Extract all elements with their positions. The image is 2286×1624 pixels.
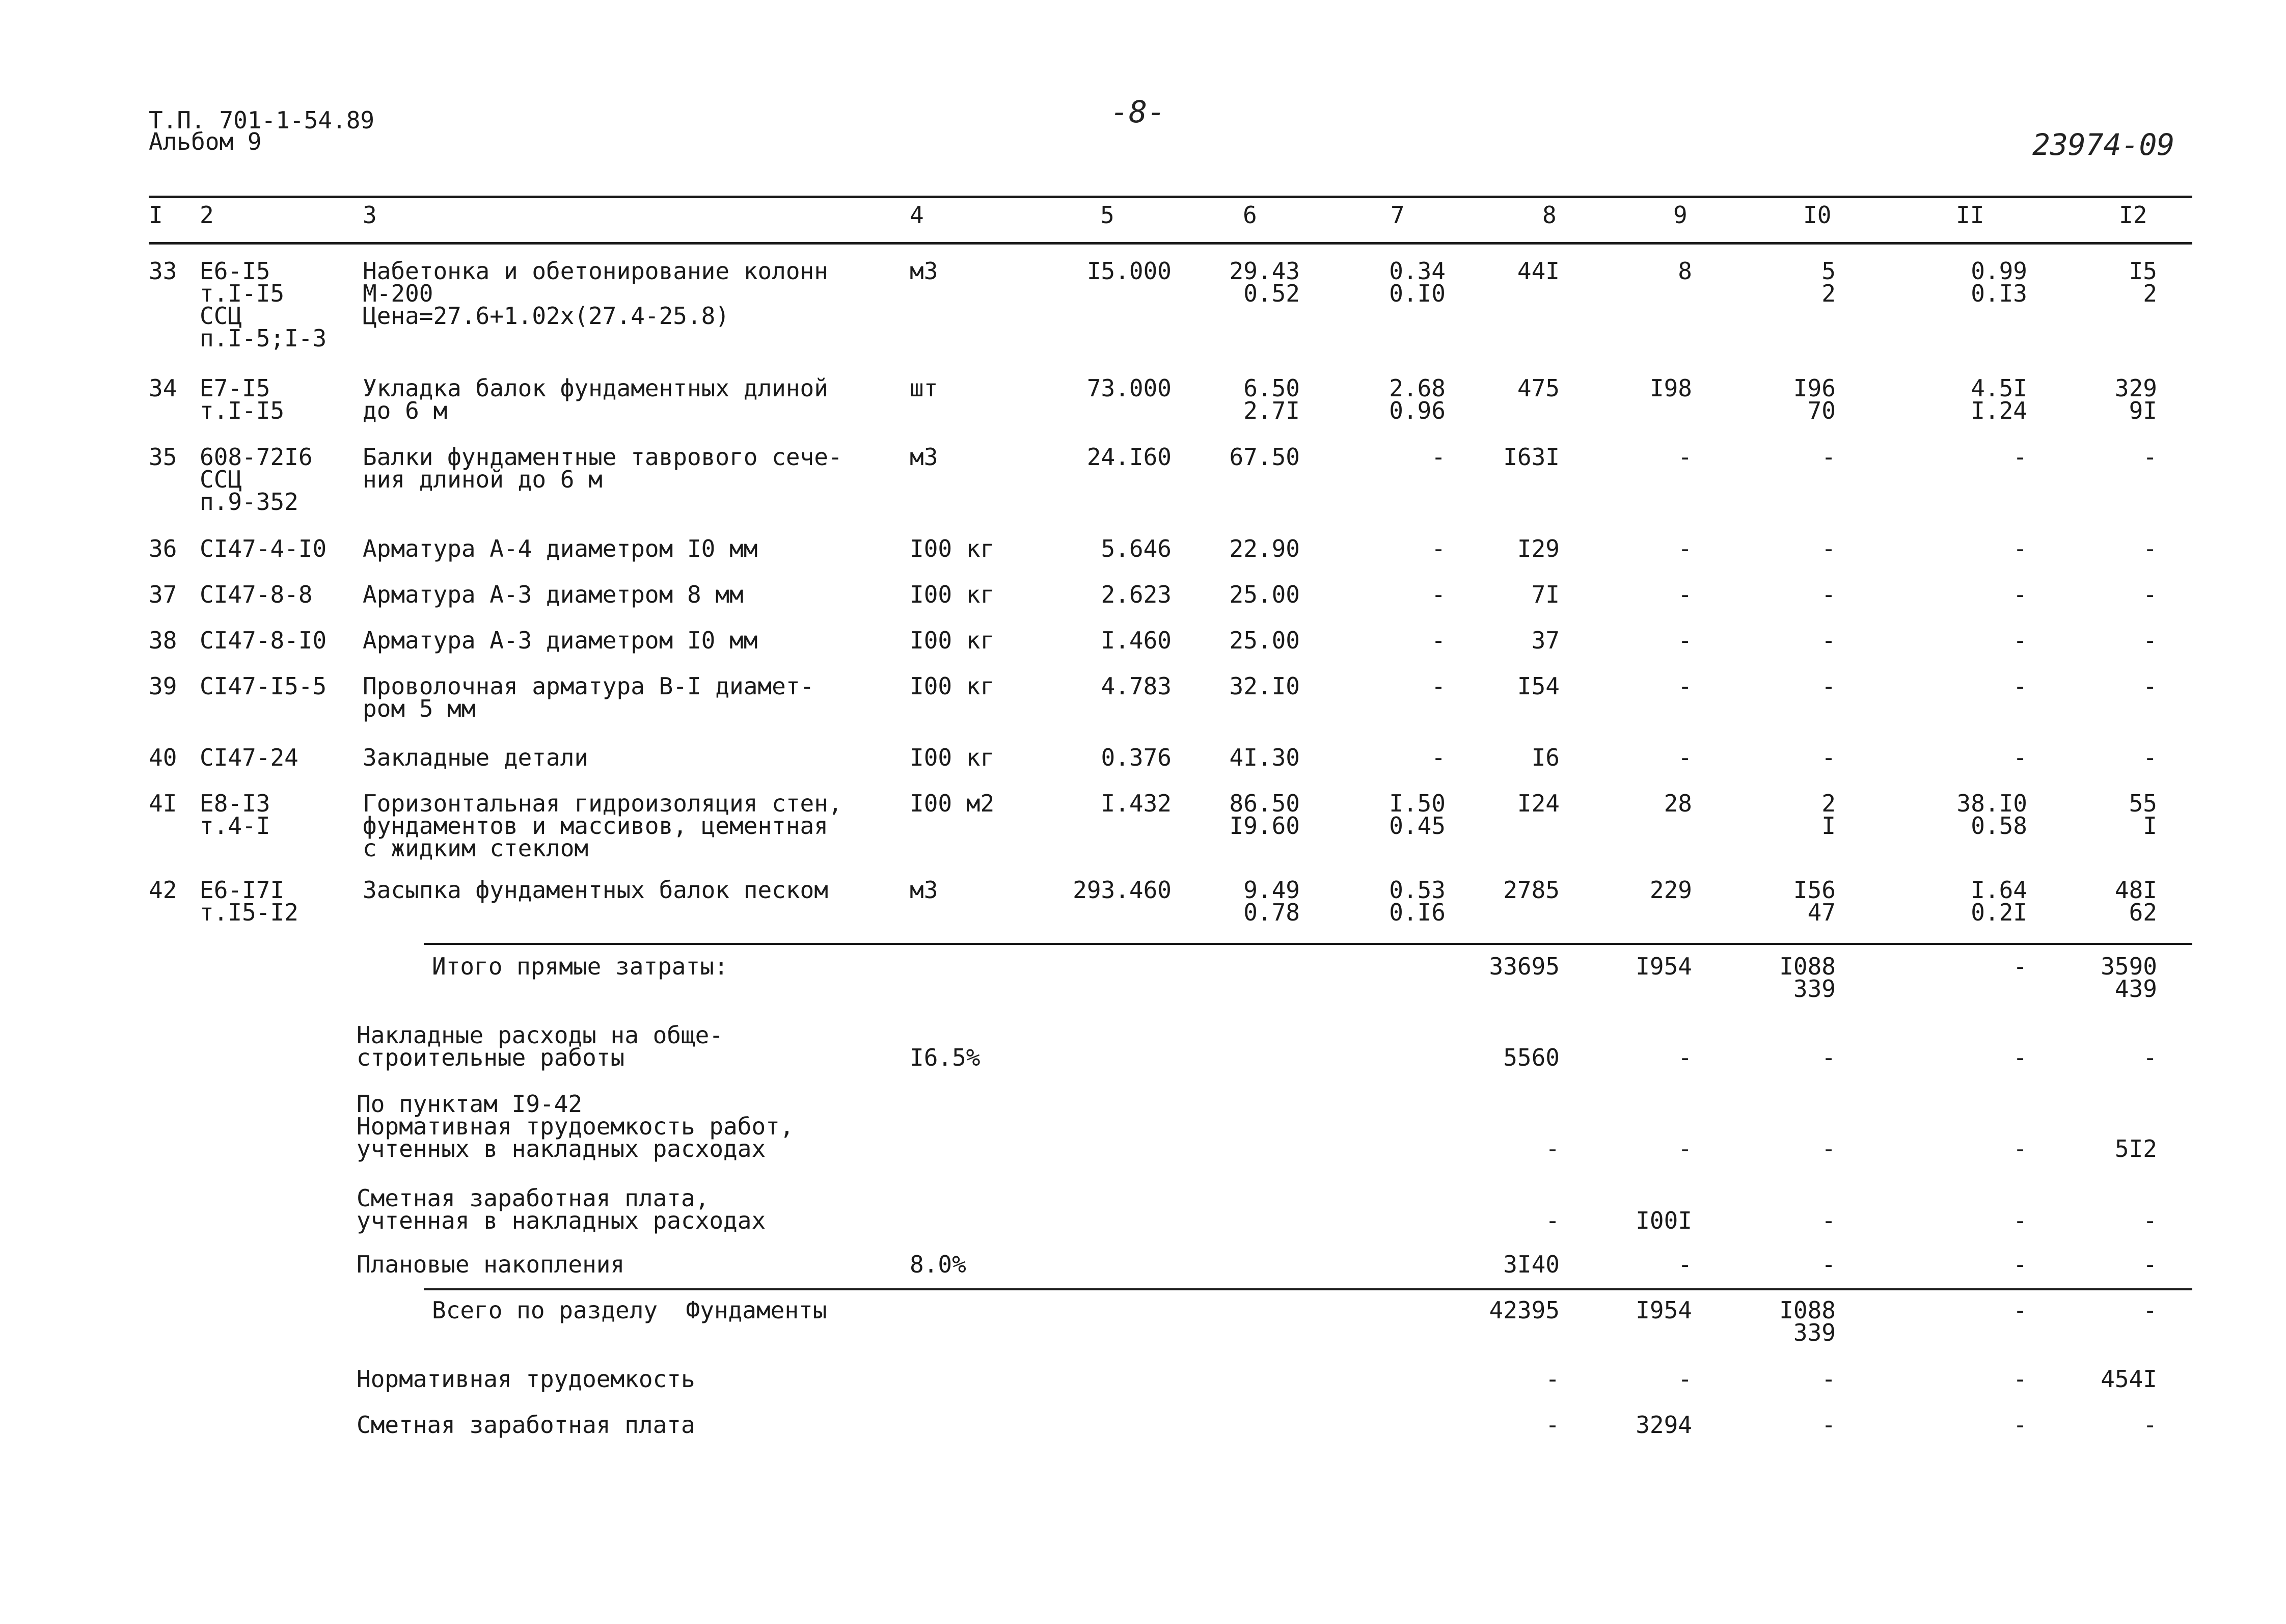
- summary-rate: 8.0%: [910, 1251, 966, 1278]
- summary-label: Накладные расходы на обще-: [357, 1021, 724, 1049]
- row-c12: I: [2143, 812, 2157, 840]
- row-quantity: I.460: [1101, 627, 1172, 654]
- row-c6: I9.60: [1229, 812, 1300, 840]
- row-c11: 4.5I: [1971, 374, 2027, 402]
- summary-c12: 454I: [2101, 1365, 2157, 1393]
- summary-c8: 5560: [1503, 1044, 1560, 1071]
- row-c7: 2.68: [1389, 374, 1446, 402]
- table-top-rule: [149, 196, 2192, 198]
- row-c11: 0.2I: [1971, 899, 2027, 926]
- row-c7: 0.I0: [1389, 280, 1446, 307]
- row-c8: 2785: [1503, 876, 1560, 904]
- row-c11: -: [2013, 627, 2027, 654]
- summary-c8: 33695: [1489, 953, 1560, 980]
- column-number: 6: [1243, 201, 1257, 229]
- row-unit: I00 кг: [910, 744, 995, 771]
- row-c11: -: [2013, 535, 2027, 562]
- row-c7: 0.34: [1389, 257, 1446, 285]
- row-c6: 22.90: [1229, 535, 1300, 562]
- row-unit: м3: [910, 257, 938, 285]
- row-c6: 67.50: [1229, 443, 1300, 471]
- row-c9: I98: [1649, 374, 1692, 402]
- row-c11: -: [2013, 744, 2027, 771]
- row-c10: -: [1821, 744, 1836, 771]
- summary-label: Нормативная трудоемкость работ,: [357, 1113, 794, 1140]
- row-code: ССЦ: [200, 302, 242, 330]
- row-c9: -: [1678, 627, 1692, 654]
- row-c8: 37: [1531, 627, 1560, 654]
- column-number: 4: [910, 201, 924, 229]
- row-c7: -: [1431, 443, 1446, 471]
- row-c10: I96: [1793, 374, 1836, 402]
- row-number: 4I: [149, 790, 177, 817]
- row-description: Цена=27.6+1.02х(27.4-25.8): [363, 302, 730, 330]
- direct-costs-rule: [424, 943, 2192, 945]
- page-number: -8-: [1110, 94, 1166, 130]
- summary-c12: -: [2143, 1207, 2157, 1234]
- row-c10: -: [1821, 672, 1836, 700]
- summary-c10: -: [1821, 1251, 1836, 1278]
- row-quantity: 5.646: [1101, 535, 1172, 562]
- row-description: Арматура А-4 диаметром I0 мм: [363, 535, 758, 562]
- row-c11: -: [2013, 443, 2027, 471]
- summary-c10: 339: [1793, 975, 1836, 1003]
- row-c9: -: [1678, 443, 1692, 471]
- row-description: ром 5 мм: [363, 695, 476, 722]
- row-c9: -: [1678, 672, 1692, 700]
- row-c6: 86.50: [1229, 790, 1300, 817]
- row-description: М-200: [363, 280, 433, 307]
- row-unit: I00 кг: [910, 581, 995, 608]
- row-number: 36: [149, 535, 177, 562]
- summary-c8: 3I40: [1503, 1251, 1560, 1278]
- row-c12: 48I: [2114, 876, 2157, 904]
- summary-label: строительные работы: [357, 1044, 625, 1071]
- row-c12: 62: [2129, 899, 2157, 926]
- row-number: 40: [149, 744, 177, 771]
- row-c7: 0.45: [1389, 812, 1446, 840]
- row-quantity: 293.460: [1073, 876, 1172, 904]
- summary-c8: -: [1545, 1365, 1560, 1393]
- row-unit: I00 кг: [910, 535, 995, 562]
- row-c8: I6: [1531, 744, 1560, 771]
- row-c8: I54: [1517, 672, 1560, 700]
- summary-c12: 5I2: [2114, 1135, 2157, 1162]
- row-c10: I: [1821, 812, 1836, 840]
- row-c10: 47: [1807, 899, 1836, 926]
- row-c12: 2: [2143, 280, 2157, 307]
- column-number: I2: [2119, 201, 2147, 229]
- summary-c9: 3294: [1636, 1411, 1692, 1439]
- summary-c11: -: [2013, 1251, 2027, 1278]
- summary-c9: I954: [1636, 1296, 1692, 1324]
- column-number: II: [1956, 201, 1984, 229]
- row-code: т.4-I: [200, 812, 270, 840]
- row-description: до 6 м: [363, 397, 448, 424]
- row-c8: 7I: [1531, 581, 1560, 608]
- row-number: 38: [149, 627, 177, 654]
- row-c7: 0.I6: [1389, 899, 1446, 926]
- row-unit: I00 кг: [910, 672, 995, 700]
- row-code: ССЦ: [200, 466, 242, 493]
- row-code: СI47-4-I0: [200, 535, 327, 562]
- summary-c11: -: [2013, 1365, 2027, 1393]
- row-c8: I24: [1517, 790, 1560, 817]
- row-c10: I56: [1793, 876, 1836, 904]
- summary-c10: -: [1821, 1365, 1836, 1393]
- row-quantity: 2.623: [1101, 581, 1172, 608]
- row-quantity: 4.783: [1101, 672, 1172, 700]
- column-header-rule: [149, 242, 2192, 245]
- row-c10: -: [1821, 581, 1836, 608]
- album-label: Альбом 9: [149, 128, 262, 155]
- summary-label: Плановые накопления: [357, 1251, 625, 1278]
- summary-c10: I088: [1779, 1296, 1836, 1324]
- row-code: п.9-352: [200, 488, 298, 516]
- row-quantity: 0.376: [1101, 744, 1172, 771]
- column-number: 5: [1100, 201, 1114, 229]
- summary-label: учтенных в накладных расходах: [357, 1135, 766, 1162]
- summary-c9: -: [1678, 1365, 1692, 1393]
- summary-c12: -: [2143, 1251, 2157, 1278]
- summary-label: Итого прямые затраты:: [432, 953, 728, 980]
- summary-c9: I954: [1636, 953, 1692, 980]
- row-unit: шт: [910, 374, 938, 402]
- column-number: I0: [1803, 201, 1832, 229]
- summary-label: учтенная в накладных расходах: [357, 1207, 766, 1234]
- column-number: 3: [363, 201, 377, 229]
- row-c9: -: [1678, 535, 1692, 562]
- row-c7: 0.53: [1389, 876, 1446, 904]
- row-code: т.I-I5: [200, 397, 285, 424]
- row-number: 34: [149, 374, 177, 402]
- summary-c9: I00I: [1636, 1207, 1692, 1234]
- row-number: 37: [149, 581, 177, 608]
- summary-c11: -: [2013, 1135, 2027, 1162]
- row-c10: -: [1821, 443, 1836, 471]
- row-code: 608-72I6: [200, 443, 313, 471]
- row-c7: I.50: [1389, 790, 1446, 817]
- summary-c9: -: [1678, 1251, 1692, 1278]
- summary-c10: -: [1821, 1207, 1836, 1234]
- row-c10: -: [1821, 535, 1836, 562]
- row-c12: -: [2143, 443, 2157, 471]
- row-number: 35: [149, 443, 177, 471]
- row-c6: 25.00: [1229, 581, 1300, 608]
- summary-label: Всего по разделу Фундаменты: [432, 1296, 827, 1324]
- row-code: СI47-24: [200, 744, 298, 771]
- row-description: Арматура А-3 диаметром 8 мм: [363, 581, 744, 608]
- row-c8: I29: [1517, 535, 1560, 562]
- row-c9: -: [1678, 744, 1692, 771]
- row-c7: -: [1431, 627, 1446, 654]
- column-number: 2: [200, 201, 214, 229]
- row-c6: 6.50: [1243, 374, 1300, 402]
- row-quantity: I.432: [1101, 790, 1172, 817]
- row-number: 33: [149, 257, 177, 285]
- row-c9: 8: [1678, 257, 1692, 285]
- summary-c10: 339: [1793, 1319, 1836, 1346]
- row-c10: 2: [1821, 790, 1836, 817]
- summary-label: По пунктам I9-42: [357, 1090, 583, 1118]
- row-c11: 0.I3: [1971, 280, 2027, 307]
- row-c6: 25.00: [1229, 627, 1300, 654]
- row-code: п.I-5;I-3: [200, 324, 327, 352]
- row-c11: 0.58: [1971, 812, 2027, 840]
- row-code: СI47-8-I0: [200, 627, 327, 654]
- summary-c8: -: [1545, 1207, 1560, 1234]
- row-unit: I00 кг: [910, 627, 995, 654]
- row-c9: 28: [1664, 790, 1692, 817]
- summary-c9: -: [1678, 1135, 1692, 1162]
- row-c11: 0.99: [1971, 257, 2027, 285]
- summary-c11: -: [2013, 1044, 2027, 1071]
- row-description: Арматура А-3 диаметром I0 мм: [363, 627, 758, 654]
- row-c6: 9.49: [1243, 876, 1300, 904]
- summary-c10: -: [1821, 1135, 1836, 1162]
- row-unit: м3: [910, 443, 938, 471]
- row-c7: -: [1431, 744, 1446, 771]
- summary-label: Нормативная трудоемкость: [357, 1365, 695, 1393]
- row-c11: I.24: [1971, 397, 2027, 424]
- row-description: Набетонка и обетонирование колонн: [363, 257, 828, 285]
- row-description: с жидким стеклом: [363, 834, 589, 862]
- row-c12: -: [2143, 581, 2157, 608]
- summary-c10: -: [1821, 1044, 1836, 1071]
- row-description: Балки фундаментные таврового сече-: [363, 443, 842, 471]
- summary-c8: -: [1545, 1135, 1560, 1162]
- summary-c11: -: [2013, 1207, 2027, 1234]
- row-c8: 44I: [1517, 257, 1560, 285]
- row-c7: -: [1431, 535, 1446, 562]
- row-c12: -: [2143, 672, 2157, 700]
- row-code: СI47-I5-5: [200, 672, 327, 700]
- summary-c12: 3590: [2101, 953, 2157, 980]
- summary-label: Сметная заработная плата,: [357, 1184, 710, 1212]
- row-c11: -: [2013, 672, 2027, 700]
- row-description: Проволочная арматура В-I диамет-: [363, 672, 814, 700]
- row-unit: м3: [910, 876, 938, 904]
- row-c10: 70: [1807, 397, 1836, 424]
- row-c12: 55: [2129, 790, 2157, 817]
- row-c10: 2: [1821, 280, 1836, 307]
- row-description: Укладка балок фундаментных длиной: [363, 374, 828, 402]
- row-c8: 475: [1517, 374, 1560, 402]
- row-c11: -: [2013, 581, 2027, 608]
- row-quantity: I5.000: [1086, 257, 1172, 285]
- row-c7: -: [1431, 672, 1446, 700]
- summary-c12: 439: [2114, 975, 2157, 1003]
- row-code: т.I5-I2: [200, 899, 298, 926]
- row-c12: 9I: [2129, 397, 2157, 424]
- column-number: I: [149, 201, 163, 229]
- column-number: 9: [1673, 201, 1688, 229]
- row-c9: 229: [1649, 876, 1692, 904]
- summary-c9: -: [1678, 1044, 1692, 1071]
- row-number: 42: [149, 876, 177, 904]
- summary-c10: I088: [1779, 953, 1836, 980]
- row-c6: 0.78: [1243, 899, 1300, 926]
- row-description: Горизонтальная гидроизоляция стен,: [363, 790, 842, 817]
- row-c6: 32.I0: [1229, 672, 1300, 700]
- summary-c12: -: [2143, 1044, 2157, 1071]
- row-quantity: 24.I60: [1086, 443, 1172, 471]
- row-unit: I00 м2: [910, 790, 995, 817]
- doc-reference: Т.П. 701-1-54.89: [149, 106, 375, 134]
- summary-c11: -: [2013, 1296, 2027, 1324]
- summary-c10: -: [1821, 1411, 1836, 1439]
- row-code: СI47-8-8: [200, 581, 313, 608]
- row-c6: 4I.30: [1229, 744, 1300, 771]
- row-code: т.I-I5: [200, 280, 285, 307]
- row-c6: 29.43: [1229, 257, 1300, 285]
- row-c12: -: [2143, 744, 2157, 771]
- row-c12: 329: [2114, 374, 2157, 402]
- section-total-rule: [424, 1288, 2192, 1290]
- row-description: фундаментов и массивов, цементная: [363, 812, 828, 840]
- row-code: Е8-I3: [200, 790, 270, 817]
- summary-rate: I6.5%: [910, 1044, 981, 1071]
- row-c10: 5: [1821, 257, 1836, 285]
- row-c12: -: [2143, 535, 2157, 562]
- summary-c11: -: [2013, 953, 2027, 980]
- row-c6: 0.52: [1243, 280, 1300, 307]
- summary-label: Сметная заработная плата: [357, 1411, 695, 1439]
- column-number: 8: [1542, 201, 1557, 229]
- row-c11: I.64: [1971, 876, 2027, 904]
- summary-c11: -: [2013, 1411, 2027, 1439]
- summary-c12: -: [2143, 1296, 2157, 1324]
- row-description: Закладные детали: [363, 744, 589, 771]
- row-code: Е6-I5: [200, 257, 270, 285]
- row-quantity: 73.000: [1086, 374, 1172, 402]
- summary-c8: -: [1545, 1411, 1560, 1439]
- row-c6: 2.7I: [1243, 397, 1300, 424]
- row-c11: 38.I0: [1956, 790, 2027, 817]
- archive-stamp: 23974-09: [2032, 127, 2175, 162]
- row-c10: -: [1821, 627, 1836, 654]
- row-c8: I63I: [1503, 443, 1560, 471]
- summary-c8: 42395: [1489, 1296, 1560, 1324]
- row-description: Засыпка фундаментных балок песком: [363, 876, 828, 904]
- row-c7: -: [1431, 581, 1446, 608]
- row-code: Е6-I7I: [200, 876, 285, 904]
- row-c9: -: [1678, 581, 1692, 608]
- row-code: Е7-I5: [200, 374, 270, 402]
- row-number: 39: [149, 672, 177, 700]
- row-description: ния длиной до 6 м: [363, 466, 603, 493]
- summary-c12: -: [2143, 1411, 2157, 1439]
- row-c12: -: [2143, 627, 2157, 654]
- row-c12: I5: [2129, 257, 2157, 285]
- row-c7: 0.96: [1389, 397, 1446, 424]
- column-number: 7: [1391, 201, 1405, 229]
